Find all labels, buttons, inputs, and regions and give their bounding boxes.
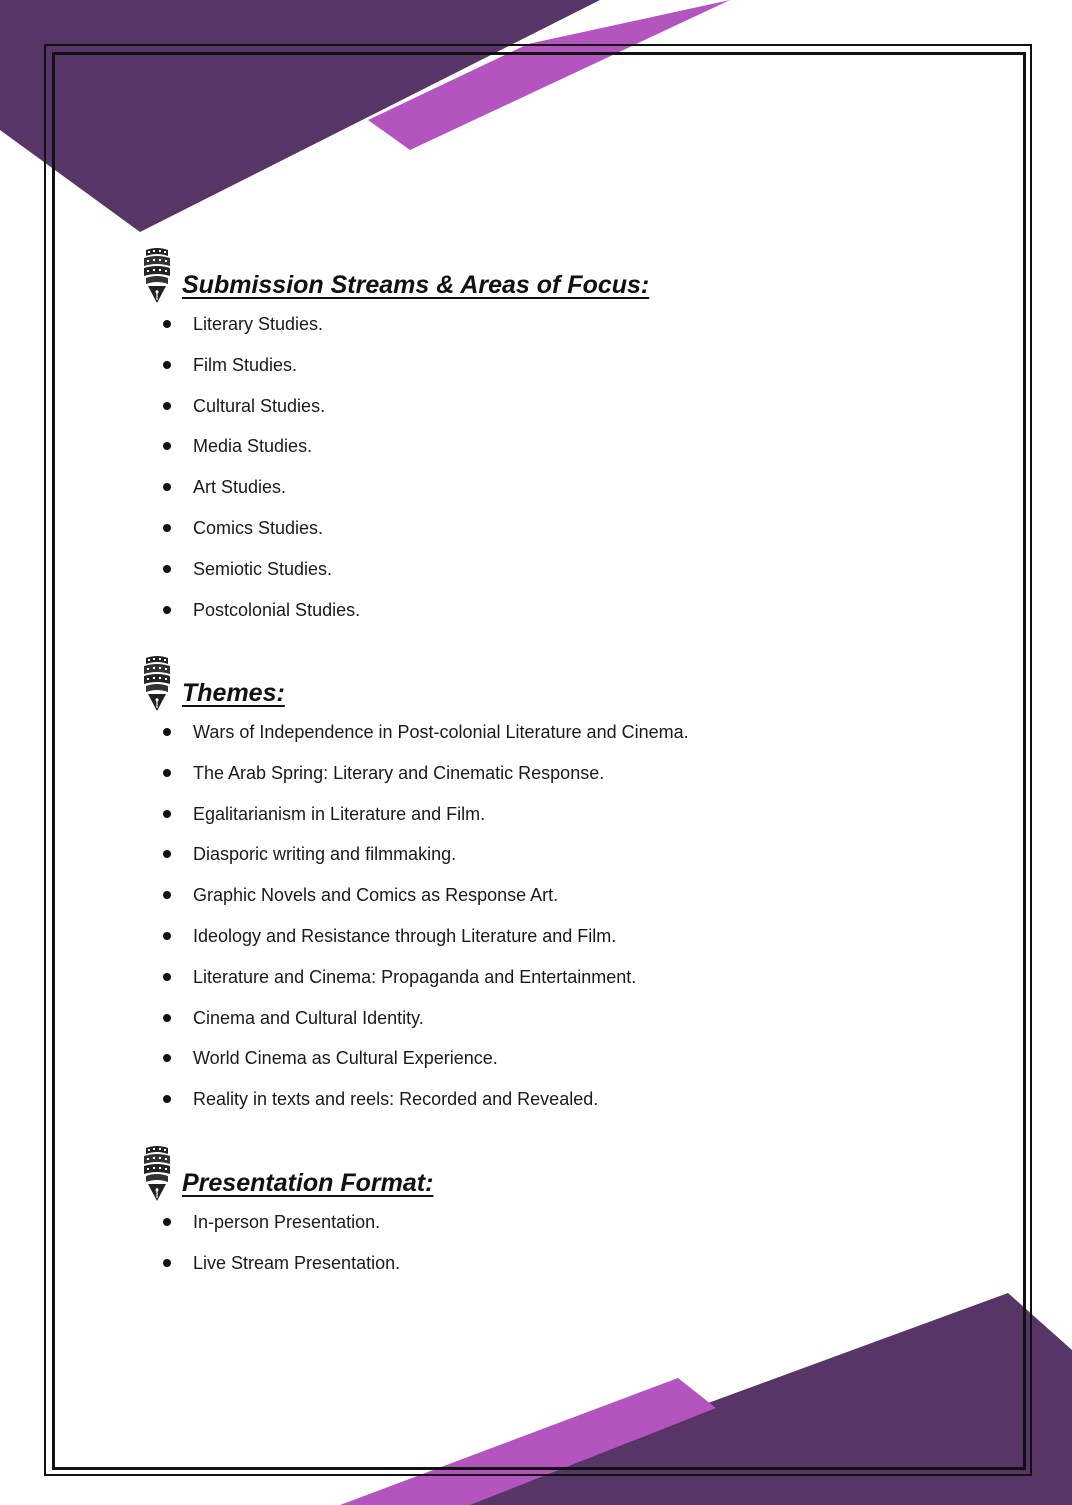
section-heading-themes [140,652,285,712]
film-reel-pen-icon [140,246,174,304]
list-item: Media Studies. [158,432,360,473]
presentation-format-list [158,1208,400,1290]
list-item: Wars of Independence in Post-colonial Literature and Cinema. [158,718,689,759]
list-item: In-person Presentation. [158,1208,400,1249]
list-item: Literary Studies. [158,310,360,351]
section-title: Submission Streams & Areas of Focus: [182,271,650,299]
list-item: Film Studies. [158,351,360,392]
list-item: Art Studies. [158,473,360,514]
section-heading-presentation-format [140,1142,433,1202]
section-title: Presentation Format: [182,1169,434,1197]
list-item: Egalitarianism in Literature and Film. [158,800,689,841]
list-item: The Arab Spring: Literary and Cinematic Response. [158,759,689,800]
film-reel-pen-icon [140,1144,174,1202]
section-heading-submission-streams [140,244,649,304]
list-item: Postcolonial Studies. [158,596,360,637]
list-item: Cinema and Cultural Identity. [158,1004,689,1045]
list-item: Diasporic writing and filmmaking. [158,840,689,881]
themes-list [158,718,689,1126]
submission-streams-list [158,310,360,636]
list-item: Comics Studies. [158,514,360,555]
section-title: Themes: [182,679,285,707]
list-item: Reality in texts and reels: Recorded and Revealed. [158,1085,689,1126]
list-item: World Cinema as Cultural Experience. [158,1044,689,1085]
list-item: Graphic Novels and Comics as Response Art. [158,881,689,922]
film-reel-pen-icon [140,654,174,712]
list-item: Literature and Cinema: Propaganda and Entertainment. [158,963,689,1004]
list-item: Ideology and Resistance through Literature and Film. [158,922,689,963]
list-item: Semiotic Studies. [158,555,360,596]
list-item: Live Stream Presentation. [158,1249,400,1290]
list-item: Cultural Studies. [158,392,360,433]
